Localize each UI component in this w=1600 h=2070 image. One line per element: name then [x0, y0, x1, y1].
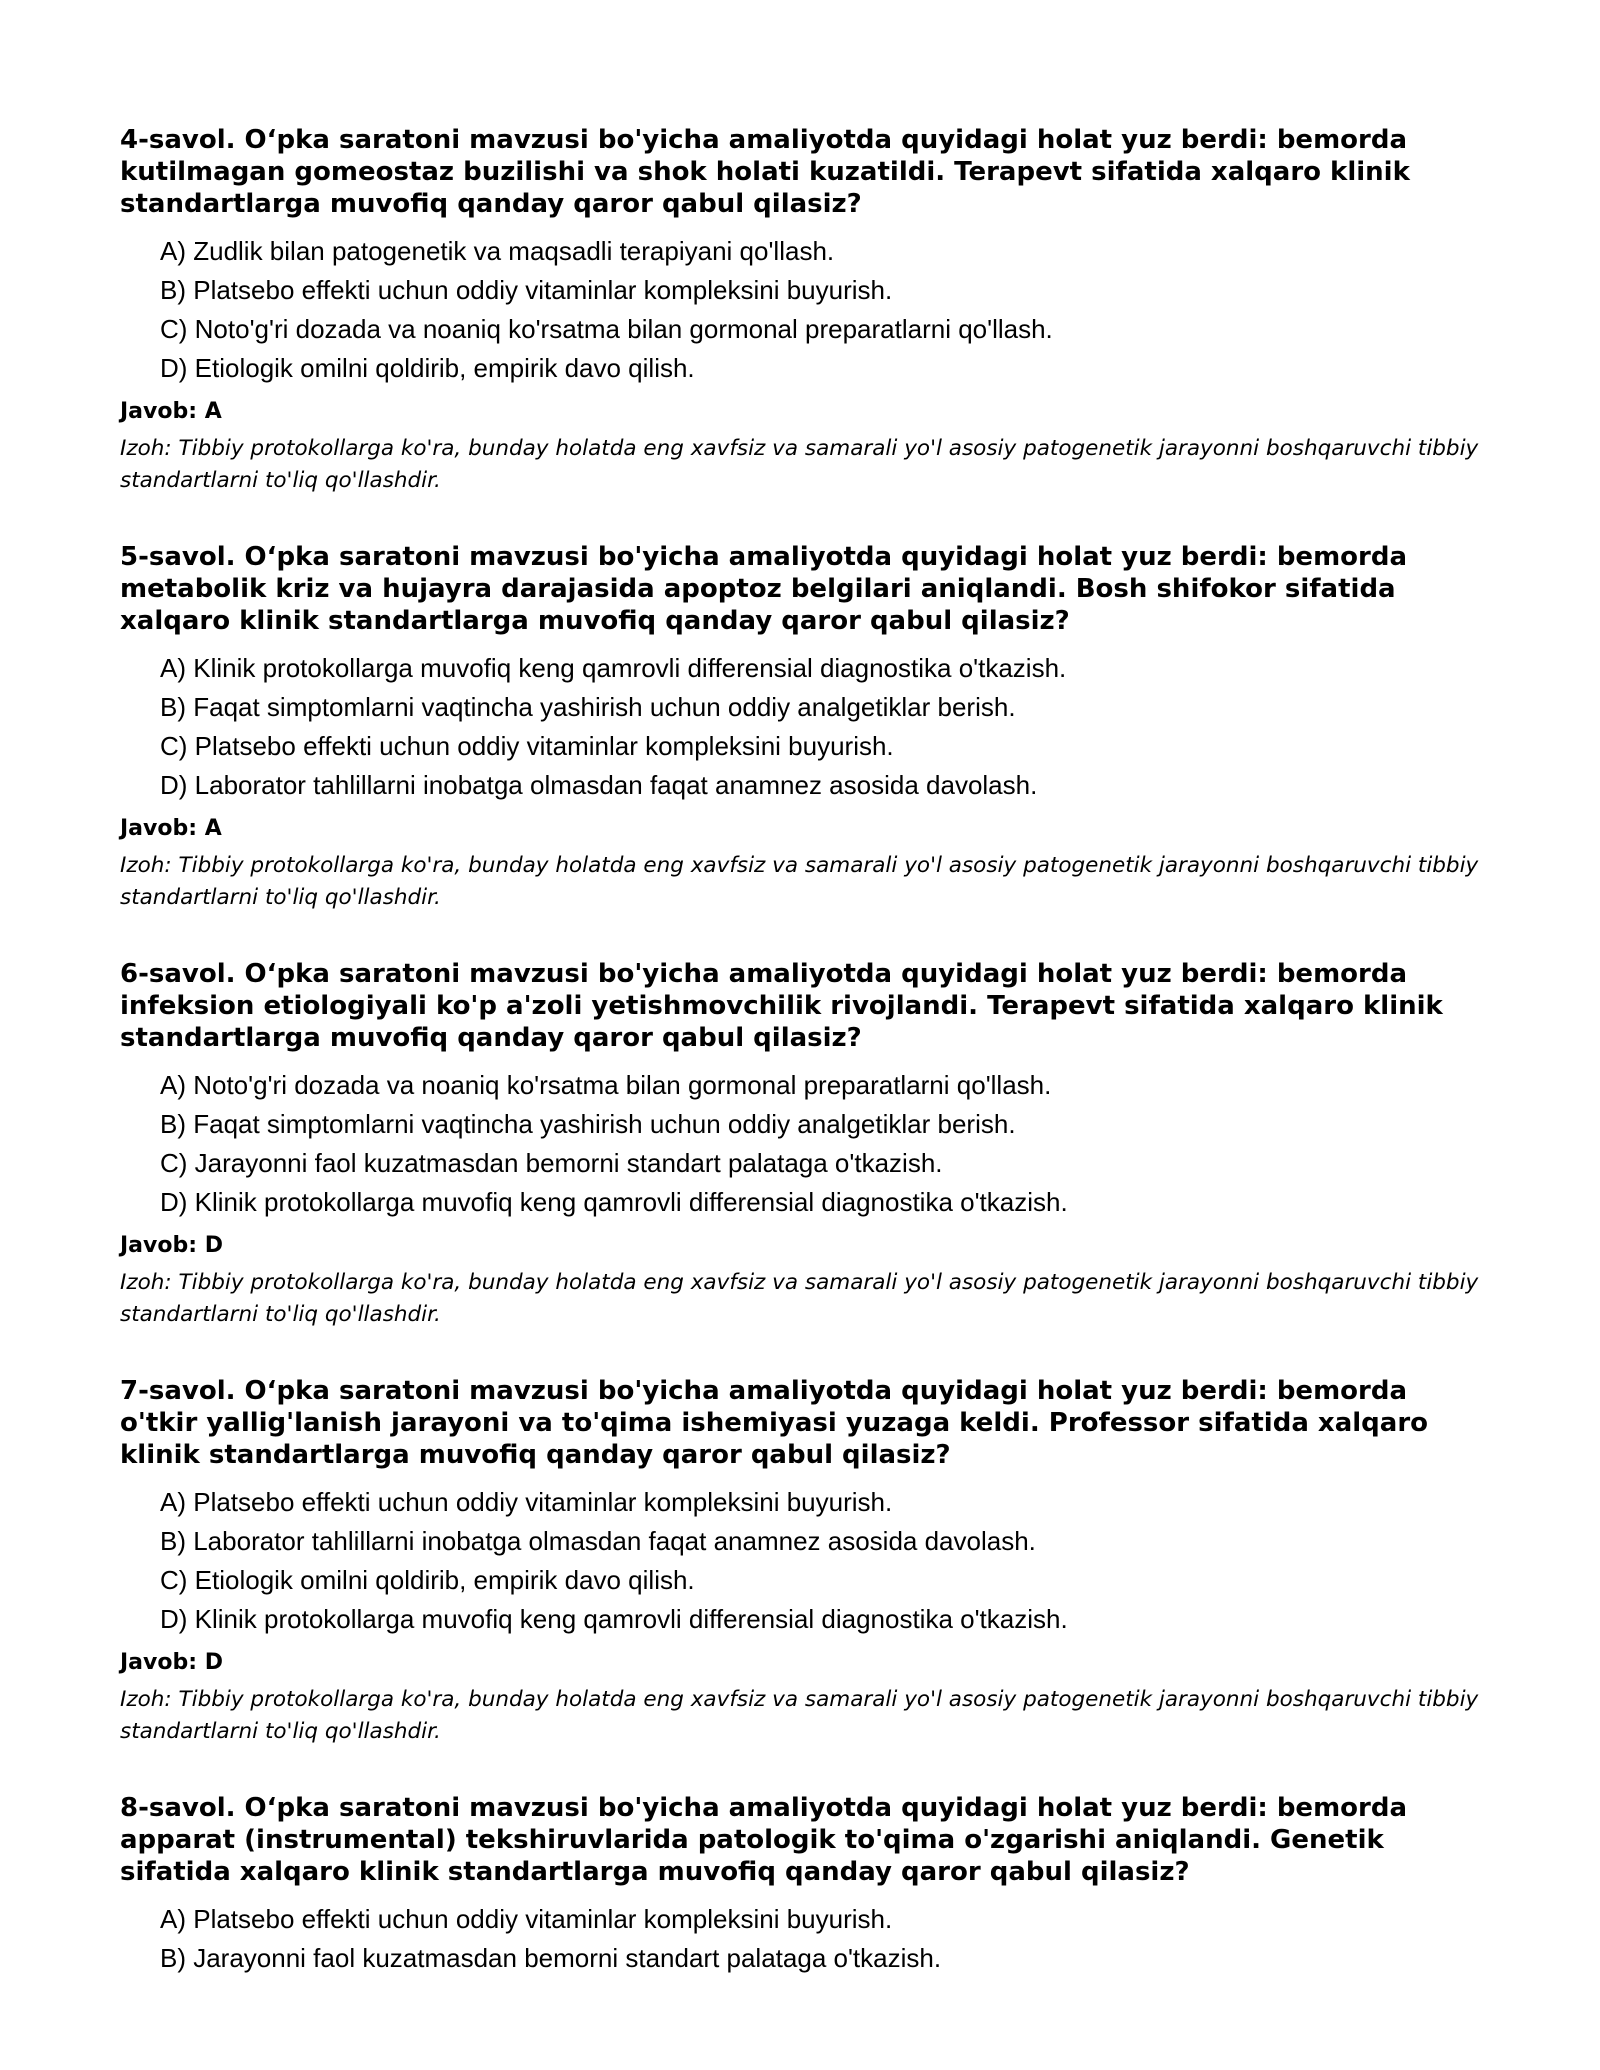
question-block: [120, 1375, 1492, 1748]
answer-label: Javob: A: [120, 399, 222, 424]
option-c: C) Etiologik omilni qoldirib, empirik davo qilish.: [160, 1565, 695, 1595]
answer-label: Javob: A: [120, 816, 222, 841]
options-list: [120, 649, 1492, 805]
options-list: [120, 1066, 1492, 1222]
option-d: D) Klinik protokollarga muvofiq keng qamrovli differensial diagnostika o'tkazish.: [160, 1604, 1068, 1634]
question-block: [120, 958, 1492, 1331]
question-text: 6-savol. O‘pka saratoni mavzusi bo'yicha amaliyotda quyidagi holat yuz berdi: bemorda infeksion etiologiyali ko'p a'zoli yetishmovchilik rivojlandi. Terapevt sifatida xalqaro klinik standartlarga muvofiq qanday qaror qabul qilasiz?: [120, 959, 1443, 1053]
options-list: [120, 232, 1492, 388]
option-c: C) Noto'g'ri dozada va noaniq ko'rsatma bilan gormonal preparatlarni qo'llash.: [160, 314, 1053, 344]
option-c: C) Jarayonni faol kuzatmasdan bemorni standart palataga o'tkazish.: [160, 1148, 943, 1178]
question-text: 5-savol. O‘pka saratoni mavzusi bo'yicha amaliyotda quyidagi holat yuz berdi: bemorda metabolik kriz va hujayra darajasida apoptoz belgilari aniqlandi. Bosh shifokor sifatida xalqaro klinik standartlarga muvofiq qanday qaror qabul qilasiz?: [120, 542, 1407, 636]
option-d: D) Etiologik omilni qoldirib, empirik davo qilish.: [160, 353, 695, 383]
option-a: A) Zudlik bilan patogenetik va maqsadli terapiyani qo'llash.: [160, 236, 835, 266]
options-list: [120, 1483, 1492, 1639]
option-b: B) Laborator tahlillarni inobatga olmasdan faqat anamnez asosida davolash.: [160, 1526, 1036, 1556]
question-block: [120, 124, 1492, 497]
option-c: C) Platsebo effekti uchun oddiy vitaminlar kompleksini buyurish.: [160, 731, 894, 761]
option-a: A) Noto'g'ri dozada va noaniq ko'rsatma bilan gormonal preparatlarni qo'llash.: [160, 1070, 1052, 1100]
answer-label: Javob: D: [120, 1650, 223, 1675]
explanation-note: Izoh: Tibbiy protokollarga ko'ra, bunday holatda eng xavfsiz va samarali yo'l asosiy patogenetik jarayonni boshqaruvchi tibbiy standartlarni to'liq qo'llashdir.: [120, 436, 1479, 493]
explanation-note: Izoh: Tibbiy protokollarga ko'ra, bunday holatda eng xavfsiz va samarali yo'l asosiy patogenetik jarayonni boshqaruvchi tibbiy standartlarni to'liq qo'llashdir.: [120, 1270, 1479, 1327]
option-a: A) Platsebo effekti uchun oddiy vitaminlar kompleksini buyurish.: [160, 1487, 893, 1517]
explanation-note: Izoh: Tibbiy protokollarga ko'ra, bunday holatda eng xavfsiz va samarali yo'l asosiy patogenetik jarayonni boshqaruvchi tibbiy standartlarni to'liq qo'llashdir.: [120, 853, 1479, 910]
question-block: [120, 1792, 1492, 1978]
options-list: [120, 1900, 1492, 1978]
option-b: B) Faqat simptomlarni vaqtincha yashirish uchun oddiy analgetiklar berish.: [160, 1109, 1016, 1139]
question-text: 7-savol. O‘pka saratoni mavzusi bo'yicha amaliyotda quyidagi holat yuz berdi: bemorda o'tkir yallig'lanish jarayoni va to'qima ishemiyasi yuzaga keldi. Professor sifatida xalqaro klinik standartlarga muvofiq qanday qaror qabul qilasiz?: [120, 1376, 1428, 1470]
answer-label: Javob: D: [120, 1233, 223, 1258]
option-b: B) Faqat simptomlarni vaqtincha yashirish uchun oddiy analgetiklar berish.: [160, 692, 1016, 722]
option-d: D) Laborator tahlillarni inobatga olmasdan faqat anamnez asosida davolash.: [160, 770, 1038, 800]
explanation-note: Izoh: Tibbiy protokollarga ko'ra, bunday holatda eng xavfsiz va samarali yo'l asosiy patogenetik jarayonni boshqaruvchi tibbiy standartlarni to'liq qo'llashdir.: [120, 1687, 1479, 1744]
question-text: 4-savol. O‘pka saratoni mavzusi bo'yicha amaliyotda quyidagi holat yuz berdi: bemorda kutilmagan gomeostaz buzilishi va shok holati kuzatildi. Terapevt sifatida xalqaro klinik standartlarga muvofiq qanday qaror qabul qilasiz?: [120, 125, 1410, 219]
option-a: A) Klinik protokollarga muvofiq keng qamrovli differensial diagnostika o'tkazish.: [160, 653, 1067, 683]
document-body: [120, 124, 1492, 2022]
question-block: [120, 541, 1492, 914]
option-b: B) Jarayonni faol kuzatmasdan bemorni standart palataga o'tkazish.: [160, 1943, 942, 1973]
option-d: D) Klinik protokollarga muvofiq keng qamrovli differensial diagnostika o'tkazish.: [160, 1187, 1068, 1217]
question-text: 8-savol. O‘pka saratoni mavzusi bo'yicha amaliyotda quyidagi holat yuz berdi: bemorda apparat (instrumental) tekshiruvlarida patologik to'qima o'zgarishi aniqlandi. Genetik sifatida xalqaro klinik standartlarga muvofiq qanday qaror qabul qilasiz?: [120, 1793, 1407, 1887]
option-b: B) Platsebo effekti uchun oddiy vitaminlar kompleksini buyurish.: [160, 275, 893, 305]
option-a: A) Platsebo effekti uchun oddiy vitaminlar kompleksini buyurish.: [160, 1904, 893, 1934]
